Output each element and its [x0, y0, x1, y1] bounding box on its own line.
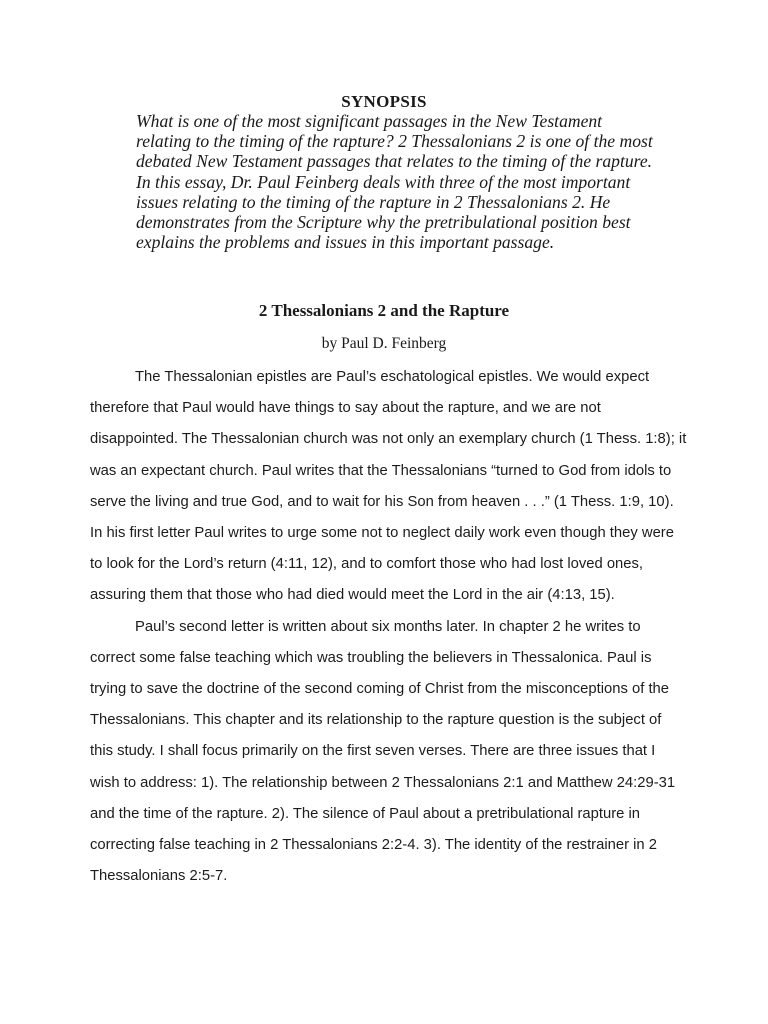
synopsis-heading: SYNOPSIS	[341, 92, 427, 111]
article-byline: by Paul D. Feinberg	[321, 335, 447, 352]
body-paragraph-2: Paul’s second letter is written about six months later. In chapter 2 he writes to correct some false teaching which was troubling the believers in Thessalonica. Paul is trying to save the doctrine of the second coming of Christ from the misconceptions of the Thessalonians. This chapter and its relationship to the rapture question is the subject of this study. I shall focus primarily on the first seven verses. There are three issues that I wish to address: 1). The relationship between 2 Thessalonians 2:1 and Matthew 24:29-31 and the time of the rapture. 2). The silence of Paul about a pretribulational rapture in correcting false teaching in 2 Thessalonians 2:2-4. 3). The identity of the restrainer in 2 Thessalonians 2:5-7.	[90, 618, 676, 885]
synopsis-text: What is one of the most significant passages in the New Testament relating to the timing of the rapture? 2 Thessalonians 2 is one of the most debated New Testament passages that relates to the timing of the rapture. In this essay, Dr. Paul Feinberg deals with three of the most important issues relating to the timing of the rapture in 2 Thessalonians 2. He demonstrates from the Scripture why the pretribulational position best explains the problems and issues in this important passage.	[136, 111, 653, 253]
article-body	[90, 362, 688, 892]
article-title: 2 Thessalonians 2 and the Rapture	[258, 301, 510, 320]
body-paragraph-1: The Thessalonian epistles are Paul’s eschatological epistles. We would expect therefore that Paul would have things to say about the rapture, and we are not disappointed. The Thessalonian church was not only an exemplary church (1 Thess. 1:8); it was an expectant church. Paul writes that the Thessalonians “turned to God from idols to serve the living and true God, and to wait for his Son from heaven . . .” (1 Thess. 1:9, 10). In his first letter Paul writes to urge some not to neglect daily work even though they were to look for the Lord’s return (4:11, 12), and to comfort those who had lost loved ones, assuring them that those who had died would meet the Lord in the air (4:13, 15).	[90, 369, 687, 604]
